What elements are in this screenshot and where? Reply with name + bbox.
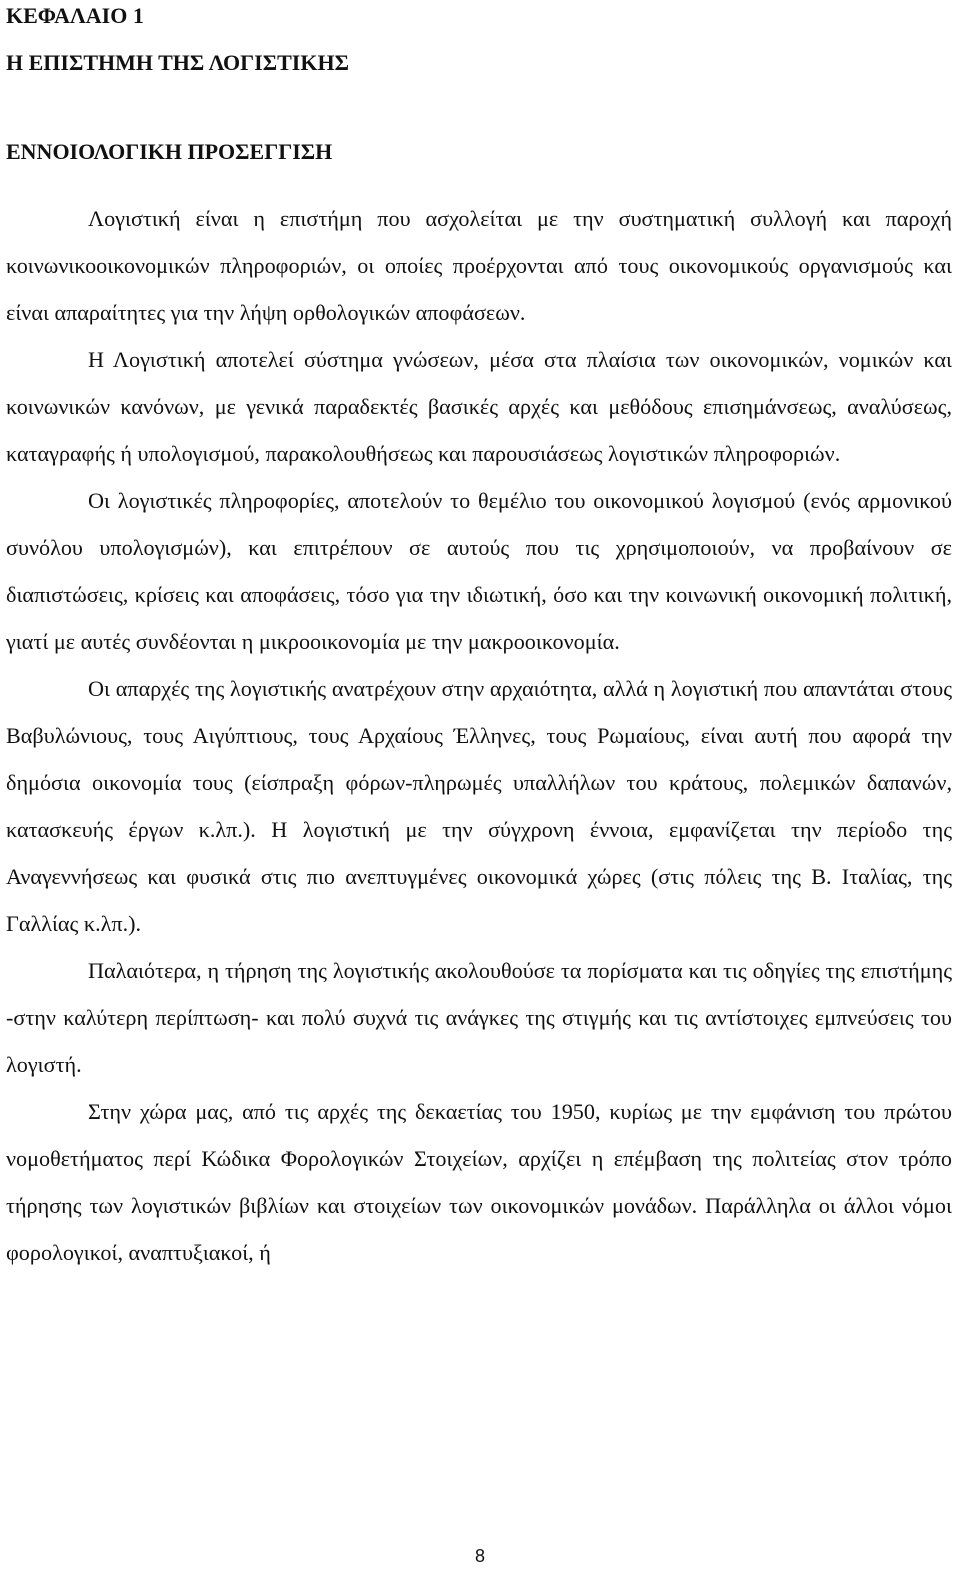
- paragraph: Οι λογιστικές πληροφορίες, αποτελούν το θεμέλιο του οικονομικού λογισμού (ενός αρμονικού συνόλου υπολογισμών), και επιτρέπουν σε αυτούς που τις χρησιμοποιούν, να προβαίνουν σε διαπιστώσεις, κρίσεις και αποφάσεις, τόσο για την ιδιωτική, όσο και την κοινωνική οικονομική πολιτική, γιατί με αυτές συνδέονται η μικροοικονομία με την μακροοικονομία.: [6, 488, 952, 654]
- body-text: [6, 195, 952, 1276]
- document-page: [6, 0, 952, 1276]
- chapter-heading: ΚΕΦΑΛΑΙΟ 1: [6, 3, 144, 28]
- paragraph: Η Λογιστική αποτελεί σύστημα γνώσεων, μέσα στα πλαίσια των οικονομικών, νομικών και κοινωνικών κανόνων, με γενικά παραδεκτές βασικές αρχές και μεθόδους επισημάνσεως, αναλύσεως, καταγραφής ή υπολογισμού, παρακολουθήσεως και παρουσιάσεως λογιστικών πληροφοριών.: [6, 347, 952, 466]
- paragraph: Οι απαρχές της λογιστικής ανατρέχουν στην αρχαιότητα, αλλά η λογιστική που απαντάται στους Βαβυλώνιους, τους Αιγύπτιους, τους Αρχαίους Έλληνες, τους Ρωμαίους, είναι αυτή που αφορά την δημόσια οικονομία τους (είσπραξη φόρων-πληρωμές υπαλλήλων του κράτους, πολεμικών δαπανών, κατασκευής έργων κ.λπ.). Η λογιστική με την σύγχρονη έννοια, εμφανίζεται την περίοδο της Αναγεννήσεως και φυσικά στις πιο ανεπτυγμένες οικονομικά χώρες (στις πόλεις της Β. Ιταλίας, της Γαλλίας κ.λπ.).: [6, 676, 952, 936]
- paragraph: Λογιστική είναι η επιστήμη που ασχολείται με την συστηματική συλλογή και παροχή κοινωνικοοικονομικών πληροφοριών, οι οποίες προέρχονται από τους οικονομικούς οργανισμούς και είναι απαραίτητες για την λήψη ορθολογικών αποφάσεων.: [6, 206, 952, 325]
- page-number: 8: [474, 1546, 485, 1566]
- section-heading: ΕΝΝΟΙΟΛΟΓΙΚΗ ΠΡΟΣΕΓΓΙΣΗ: [6, 139, 333, 164]
- paragraph: Στην χώρα μας, από τις αρχές της δεκαετίας του 1950, κυρίως με την εμφάνιση του πρώτου νομοθετήματος περί Κώδικα Φορολογικών Στοιχείων, αρχίζει η επέμβαση της πολιτείας στον τρόπο τήρησης των λογιστικών βιβλίων και στοιχείων των οικονομικών μονάδων. Παράλληλα οι άλλοι νόμοι φορολογικοί, αναπτυξιακοί, ή: [6, 1099, 952, 1265]
- paragraph: Παλαιότερα, η τήρηση της λογιστικής ακολουθούσε τα πορίσματα και τις οδηγίες της επιστήμης -στην καλύτερη περίπτωση- και πολύ συχνά τις ανάγκες της στιγμής και τις αντίστοιχες εμπνεύσεις του λογιστή.: [6, 958, 952, 1077]
- chapter-title: Η ΕΠΙΣΤΗΜΗ ΤΗΣ ΛΟΓΙΣΤΙΚΗΣ: [6, 50, 349, 75]
